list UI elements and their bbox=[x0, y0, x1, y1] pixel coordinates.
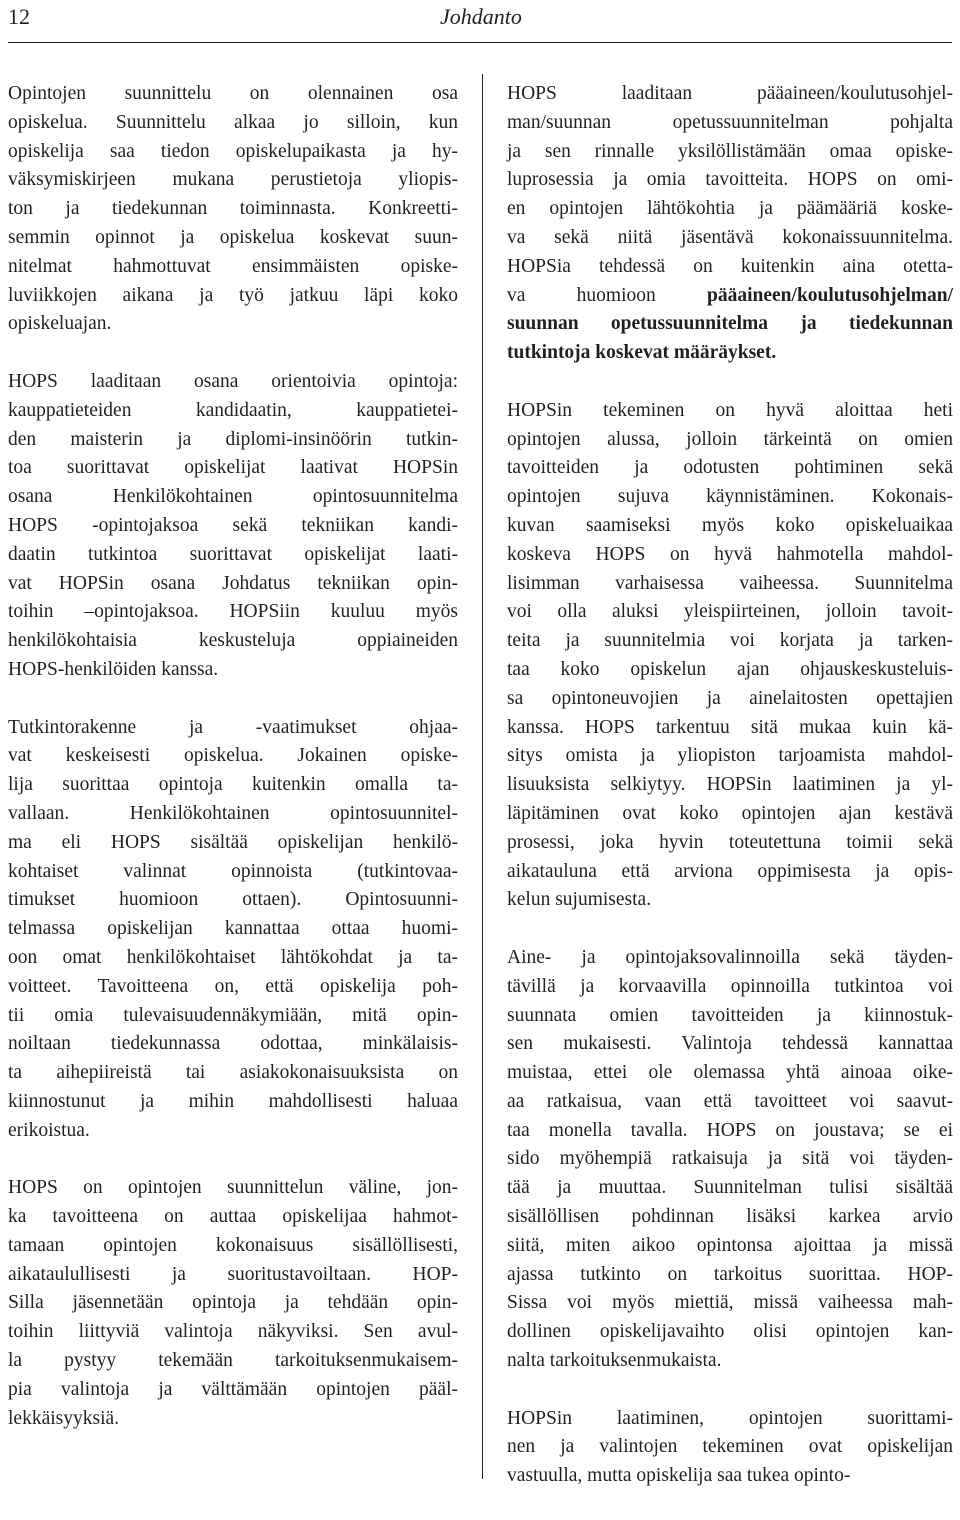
paragraph bbox=[8, 368, 458, 685]
text-line: kohtaiset valinnat opinnoista (tutkintovaa- bbox=[8, 860, 458, 882]
text-line: opiskelua. Suunnittelu alkaa jo silloin, kun bbox=[8, 111, 458, 133]
text-line: telmassa opiskelijan kannattaa ottaa huomi- bbox=[8, 918, 458, 940]
text-line: voitteet. Tavoitteena on, että opiskelija poh- bbox=[8, 975, 458, 997]
text-line: ton ja tiedekunnan toiminnasta. Konkreetti- bbox=[8, 198, 458, 220]
text-line bbox=[507, 282, 953, 311]
text-line: va sekä niitä jäsentävä kokonaissuunnitelma. bbox=[507, 226, 953, 248]
text-line: HOPSia tehdessä on kuitenkin aina otetta- bbox=[507, 255, 953, 277]
text-line: HOPS on opintojen suunnittelun väline, jon- bbox=[8, 1177, 458, 1199]
paragraph bbox=[507, 80, 953, 368]
text-line: aikatauluna että arviona oppimisesta ja opis- bbox=[507, 860, 953, 882]
text-line: oon omat henkilökohtaiset lähtökohdat ja ta- bbox=[8, 946, 458, 968]
text-line: sitys omista ja yliopiston tarjoamista mahdol- bbox=[507, 745, 953, 767]
text-line: osana Henkilökohtainen opintosuunnitelma bbox=[8, 486, 458, 508]
text-line: vallaan. Henkilökohtainen opintosuunnitel- bbox=[8, 802, 458, 824]
text-line: nitelmat hahmottuvat ensimmäisten opiske- bbox=[8, 255, 458, 277]
text-line: HOPS -opintojaksoa sekä tekniikan kandi- bbox=[8, 514, 458, 536]
text-line: lija suorittaa opintoja kuitenkin omalla ta- bbox=[8, 774, 458, 796]
text-line: tii omia tulevaisuudennäkymiään, mitä opin- bbox=[8, 1004, 458, 1026]
running-title: Johdanto bbox=[440, 4, 522, 29]
page-header bbox=[8, 0, 952, 43]
text-line: vat keskeisesti opiskelua. Jokainen opiske- bbox=[8, 745, 458, 767]
text-line: kiinnostunut ja mihin mahdollisesti haluaa bbox=[8, 1090, 458, 1112]
text-line: lisimman varhaisessa vaiheessa. Suunnitelma bbox=[507, 572, 953, 594]
bold-text: tutkintoja koskevat määräykset. bbox=[507, 342, 777, 364]
right-column bbox=[507, 80, 953, 1520]
text-line: koskeva HOPS on hyvä hahmotella mahdol- bbox=[507, 543, 953, 565]
column-divider bbox=[482, 74, 483, 1479]
text-line: noiltaan tiedekunnassa odottaa, minkälaisis- bbox=[8, 1033, 458, 1055]
text-line bbox=[507, 310, 953, 339]
text-line: väksymiskirjeen mukana perustietoja yliopis- bbox=[8, 169, 458, 191]
text-line: luviikkojen aikana ja työ jatkuu läpi koko bbox=[8, 284, 458, 306]
text-line: kelun sujumisesta. bbox=[507, 889, 652, 911]
text-line: daatin tutkintoa suorittavat opiskelijat laati- bbox=[8, 543, 458, 565]
text-line: muistaa, ettei ole olemassa yhtä ainoaa oike- bbox=[507, 1062, 953, 1084]
text-line: vat HOPSin osana Johdatus tekniikan opin- bbox=[8, 572, 458, 594]
text-line: tää ja muuttaa. Suunnitelman tulisi sisältää bbox=[507, 1177, 953, 1199]
text-line: nen ja valintojen tekeminen ovat opiskelijan bbox=[507, 1436, 953, 1458]
text-line: toihin liittyviä valintoja näkyviksi. Sen avul- bbox=[8, 1321, 458, 1343]
text-line: aa ratkaisua, vaan että tavoitteet voi saavut- bbox=[507, 1090, 953, 1112]
paragraph bbox=[8, 80, 458, 339]
text-line: HOPS laaditaan pääaineen/koulutusohjel- bbox=[507, 83, 953, 104]
text-line: sido myöhempiä ratkaisuja ja sitä voi täyden- bbox=[507, 1148, 953, 1170]
left-column bbox=[8, 80, 458, 1462]
text-line: toa suorittavat opiskelijat laativat HOPSin bbox=[8, 457, 458, 479]
text-line: sen mukaisesti. Valintoja tehdessä kannattaa bbox=[507, 1033, 953, 1055]
text-line: opintojen alussa, jolloin tärkeintä on omien bbox=[507, 428, 953, 450]
text-line: la pystyy tekemään tarkoituksenmukaisem- bbox=[8, 1350, 458, 1372]
text-line: semmin opinnot ja opiskelua koskevat suun- bbox=[8, 226, 458, 248]
paragraph bbox=[507, 944, 953, 1376]
text-line: taa monella tavalla. HOPS on joustava; se ei bbox=[507, 1119, 953, 1141]
text-line: nalta tarkoituksenmukaista. bbox=[507, 1350, 722, 1372]
text-line: ajassa tutkinto on tarkoitus suorittaa. HOP- bbox=[507, 1263, 953, 1285]
text-line: läpitäminen ovat koko opintojen ajan kestävä bbox=[507, 802, 953, 824]
text-line: den maisterin ja diplomi-insinöörin tutkin- bbox=[8, 428, 458, 450]
bold-text: suunnan opetussuunnitelma ja tiedekunnan bbox=[507, 313, 953, 335]
text-line: en opintojen lähtökohtia ja päämääriä koske- bbox=[507, 198, 953, 220]
text-line: opiskeluajan. bbox=[8, 313, 112, 335]
paragraph bbox=[507, 1405, 953, 1491]
text-line: erikoistua. bbox=[8, 1119, 90, 1141]
text-line: prosessi, joka hyvin toteutettuna toimii sekä bbox=[507, 831, 953, 853]
text-line: siitä, miten aikoo opintonsa ajoittaa ja missä bbox=[507, 1234, 953, 1256]
text-line: luprosessia ja omia tavoitteita. HOPS on omi- bbox=[507, 169, 953, 191]
text-line: Tutkintorakenne ja -vaatimukset ohjaa- bbox=[8, 716, 458, 738]
page-number: 12 bbox=[8, 4, 30, 29]
text-line: lekkäisyyksiä. bbox=[8, 1407, 120, 1429]
text-line: HOPS laaditaan osana orientoivia opintoja: bbox=[8, 370, 458, 392]
bold-text: pääaineen/koulutusohjelman/ bbox=[707, 284, 953, 306]
text-line: man/suunnan opetussuunnitelman pohjalta bbox=[507, 111, 953, 133]
text-line: tavoitteiden ja odotusten pohtiminen sekä bbox=[507, 457, 953, 479]
text-line: Aine- ja opintojaksovalinnoilla sekä täyden- bbox=[507, 946, 953, 968]
text-run: va huomioon bbox=[507, 284, 708, 306]
text-line: HOPS-henkilöiden kanssa. bbox=[8, 658, 219, 680]
text-line: aikataulullisesti ja suoritustavoiltaan. HOP- bbox=[8, 1263, 458, 1285]
text-line: sa opintoneuvojien ja ainelaitosten opettajien bbox=[507, 687, 953, 709]
text-line: suunnata omien tavoitteiden ja kiinnostuk- bbox=[507, 1004, 953, 1026]
text-line: lisuuksista selkiytyy. HOPSin laatiminen ja yl- bbox=[507, 774, 953, 796]
text-line: voi olla aluksi yleispiirteinen, jolloin tavoit- bbox=[507, 601, 953, 623]
paragraph bbox=[507, 397, 953, 915]
text-line: Silla jäsennetään opintoja ja tehdään opin- bbox=[8, 1292, 458, 1314]
text-line bbox=[507, 339, 953, 368]
text-line: toihin –opintojaksoa. HOPSiin kuuluu myös bbox=[8, 601, 458, 623]
text-line: taa koko opiskelun ajan ohjauskeskusteluis- bbox=[507, 658, 953, 680]
text-line: ka tavoitteena on auttaa opiskelijaa hahmot- bbox=[8, 1206, 458, 1228]
text-line: henkilökohtaisia keskusteluja oppiaineiden bbox=[8, 630, 458, 652]
text-line: Sissa voi myös miettiä, missä vaiheessa mah- bbox=[507, 1292, 953, 1314]
text-line: kuvan saamiseksi myös koko opiskeluaikaa bbox=[507, 514, 953, 536]
text-line: HOPSin tekeminen on hyvä aloittaa heti bbox=[507, 399, 953, 421]
text-line: tävillä ja korvaavilla opinnoilla tutkintoa voi bbox=[507, 975, 953, 997]
text-line: timukset huomioon ottaen). Opintosuunni- bbox=[8, 889, 458, 911]
text-line: Opintojen suunnittelu on olennainen osa bbox=[8, 83, 458, 104]
text-line: HOPSin laatiminen, opintojen suorittami- bbox=[507, 1407, 953, 1429]
text-line: opiskelija saa tiedon opiskelupaikasta ja hy- bbox=[8, 140, 458, 162]
text-line: opintojen sujuva käynnistäminen. Kokonais- bbox=[507, 486, 953, 508]
text-line: pia valintoja ja välttämään opintojen pääl- bbox=[8, 1378, 458, 1400]
text-line: ma eli HOPS sisältää opiskelijan henkilö- bbox=[8, 831, 458, 853]
text-line: kanssa. HOPS tarkentuu sitä mukaa kuin kä- bbox=[507, 716, 953, 738]
text-line: kauppatieteiden kandidaatin, kauppatietei- bbox=[8, 399, 458, 421]
text-line: sisällöllisen pohdinnan lisäksi karkea arvio bbox=[507, 1206, 953, 1228]
paragraph bbox=[8, 1174, 458, 1433]
text-line: tamaan opintojen kokonaisuus sisällöllisesti, bbox=[8, 1234, 458, 1256]
text-line: ja sen rinnalle yksilöllistämään omaa opiske- bbox=[507, 140, 953, 162]
text-line: dollinen opiskelijavaihto olisi opintojen kan- bbox=[507, 1321, 953, 1343]
text-line: ta aihepiireistä tai asiakokonaisuuksista on bbox=[8, 1062, 458, 1084]
text-line: teita ja suunnitelmia voi korjata ja tarken- bbox=[507, 630, 953, 652]
paragraph bbox=[8, 714, 458, 1146]
text-line: vastuulla, mutta opiskelija saa tukea opinto- bbox=[507, 1465, 851, 1487]
